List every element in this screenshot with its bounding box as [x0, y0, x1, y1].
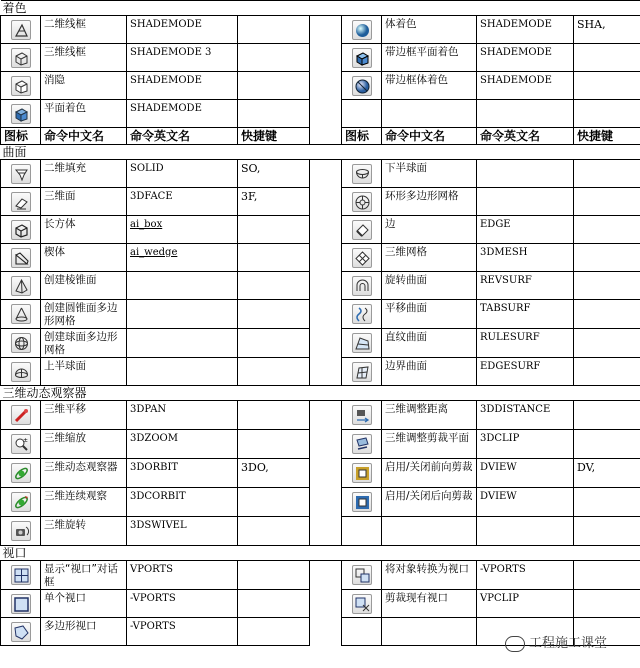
wechat-icon	[505, 636, 525, 652]
column-separator	[310, 188, 342, 216]
table-row	[1, 44, 640, 72]
single-viewport-icon	[11, 594, 31, 614]
table-row	[1, 72, 640, 100]
column-separator	[310, 401, 342, 430]
left-icon-cell	[1, 561, 41, 590]
left-command-en: SHADEMODE	[127, 16, 238, 44]
left-shortcut	[238, 216, 310, 244]
left-command-cn: 三维面	[41, 188, 127, 216]
right-shortcut	[574, 561, 640, 590]
right-shortcut	[574, 329, 640, 358]
3dzoom-icon	[11, 434, 31, 454]
right-shortcut	[574, 44, 640, 72]
left-command-cn: 楔体	[41, 244, 127, 272]
rulesurf-icon	[352, 333, 372, 353]
left-command-en: ai_wedge	[127, 244, 238, 272]
left-shortcut	[238, 16, 310, 44]
left-shortcut	[238, 430, 310, 459]
right-command-en: SHADEMODE	[477, 16, 574, 44]
section-title: 曲面	[1, 145, 640, 160]
left-shortcut	[238, 618, 310, 646]
hidden-cube-icon	[11, 76, 31, 96]
right-icon-cell	[342, 430, 382, 459]
right-icon-cell	[342, 401, 382, 430]
right-shortcut: DV,	[574, 459, 640, 488]
left-shortcut	[238, 272, 310, 300]
left-header-command-en: 命令英文名	[127, 128, 238, 145]
left-command-en: 3DSWIVEL	[127, 517, 238, 546]
section-title-row	[1, 145, 640, 160]
left-icon-cell	[1, 72, 41, 100]
left-command-en: SHADEMODE 3	[127, 44, 238, 72]
left-icon-cell	[1, 188, 41, 216]
right-command-cn	[382, 618, 477, 646]
gouraud-edges-sphere-icon	[352, 76, 372, 96]
left-command-cn: 二维填充	[41, 160, 127, 188]
left-shortcut	[238, 517, 310, 546]
left-command-cn: 长方体	[41, 216, 127, 244]
left-shortcut	[238, 358, 310, 386]
left-command-cn: 二维线框	[41, 16, 127, 44]
left-command-cn: 创建球面多边形网格	[41, 329, 127, 358]
left-icon-cell	[1, 216, 41, 244]
right-icon-cell	[342, 244, 382, 272]
column-separator	[310, 329, 342, 358]
left-icon-cell	[1, 488, 41, 517]
left-icon-cell	[1, 459, 41, 488]
column-separator	[310, 216, 342, 244]
column-separator	[310, 358, 342, 386]
right-icon-cell	[342, 100, 382, 128]
left-shortcut	[238, 561, 310, 590]
right-icon-cell	[342, 72, 382, 100]
right-icon-cell	[342, 188, 382, 216]
right-shortcut	[574, 488, 640, 517]
right-command-cn: 环形多边形网格	[382, 188, 477, 216]
column-separator	[310, 561, 342, 590]
left-command-cn: 三维旋转	[41, 517, 127, 546]
right-command-en	[477, 188, 574, 216]
right-command-en: 3DDISTANCE	[477, 401, 574, 430]
right-command-cn: 平移曲面	[382, 300, 477, 329]
right-command-en: 3DCLIP	[477, 430, 574, 459]
left-command-cn: 三维平移	[41, 401, 127, 430]
right-command-en: SHADEMODE	[477, 44, 574, 72]
left-icon-cell	[1, 100, 41, 128]
section-title: 三维动态观察器	[1, 386, 640, 401]
right-header-icon: 图标	[342, 128, 382, 145]
right-shortcut	[574, 100, 640, 128]
left-command-en	[127, 272, 238, 300]
right-icon-cell	[342, 44, 382, 72]
left-icon-cell	[1, 44, 41, 72]
left-command-en	[127, 358, 238, 386]
table-row	[1, 244, 640, 272]
section-title-row	[1, 1, 640, 16]
right-command-cn: 启用/关闭前向剪裁	[382, 459, 477, 488]
3dorbit-icon	[11, 463, 31, 483]
table-row	[1, 488, 640, 517]
front-clip-icon	[352, 463, 372, 483]
left-command-en: -VPORTS	[127, 590, 238, 618]
right-shortcut	[574, 430, 640, 459]
right-icon-cell	[342, 517, 382, 546]
column-separator	[310, 100, 342, 128]
3ddistance-icon	[352, 405, 372, 425]
right-icon-cell	[342, 329, 382, 358]
left-command-cn: 多边形视口	[41, 618, 127, 646]
right-shortcut	[574, 160, 640, 188]
column-separator	[310, 459, 342, 488]
table-row	[1, 188, 640, 216]
right-command-cn: 将对象转换为视口	[382, 561, 477, 590]
right-command-en: SHADEMODE	[477, 72, 574, 100]
column-separator	[310, 72, 342, 100]
right-command-cn: 剪裁现有视口	[382, 590, 477, 618]
right-shortcut	[574, 244, 640, 272]
left-icon-cell	[1, 160, 41, 188]
table-row	[1, 329, 640, 358]
right-command-en: EDGESURF	[477, 358, 574, 386]
left-shortcut	[238, 300, 310, 329]
right-shortcut	[574, 590, 640, 618]
3dmesh-icon	[352, 248, 372, 268]
right-header-shortcut: 快捷键	[574, 128, 640, 145]
table-row	[1, 160, 640, 188]
table-row	[1, 272, 640, 300]
svg-text:±: ±	[22, 437, 28, 445]
right-command-cn: 边界曲面	[382, 358, 477, 386]
right-command-en: 3DMESH	[477, 244, 574, 272]
right-shortcut	[574, 272, 640, 300]
left-icon-cell	[1, 618, 41, 646]
right-icon-cell	[342, 561, 382, 590]
right-header-command-cn: 命令中文名	[382, 128, 477, 145]
left-shortcut	[238, 100, 310, 128]
right-command-cn: 三维调整剪裁平面	[382, 430, 477, 459]
right-command-cn: 带边框体着色	[382, 72, 477, 100]
section-title: 着色	[1, 1, 640, 16]
left-icon-cell	[1, 517, 41, 546]
clip-viewport-icon	[352, 594, 372, 614]
3dface-icon	[11, 192, 31, 212]
3dpan-icon	[11, 405, 31, 425]
left-shortcut	[238, 244, 310, 272]
right-icon-cell	[342, 160, 382, 188]
torus-mesh-icon	[352, 192, 372, 212]
right-command-cn: 旋转曲面	[382, 272, 477, 300]
left-icon-cell	[1, 244, 41, 272]
table-row	[1, 430, 640, 459]
left-shortcut	[238, 590, 310, 618]
left-shortcut	[238, 329, 310, 358]
right-icon-cell	[342, 16, 382, 44]
right-shortcut	[574, 358, 640, 386]
left-icon-cell	[1, 590, 41, 618]
left-shortcut	[238, 401, 310, 430]
edge-icon	[352, 220, 372, 240]
wireframe-3d-icon	[11, 48, 31, 68]
flat-edges-cube-icon	[352, 48, 372, 68]
table-row	[1, 590, 640, 618]
table-row	[1, 517, 640, 546]
column-separator	[310, 128, 342, 145]
right-command-cn: 下半球面	[382, 160, 477, 188]
right-command-cn	[382, 100, 477, 128]
sphere-mesh-icon	[11, 333, 31, 353]
right-command-cn	[382, 517, 477, 546]
left-shortcut: 3DO,	[238, 459, 310, 488]
left-command-cn: 三维线框	[41, 44, 127, 72]
left-shortcut	[238, 44, 310, 72]
right-command-en: DVIEW	[477, 459, 574, 488]
right-command-cn: 边	[382, 216, 477, 244]
upper-dome-icon	[11, 362, 31, 382]
left-shortcut	[238, 72, 310, 100]
left-header-shortcut: 快捷键	[238, 128, 310, 145]
table-row	[1, 300, 640, 329]
left-command-en: ai_box	[127, 216, 238, 244]
column-separator	[310, 44, 342, 72]
left-shortcut: SO,	[238, 160, 310, 188]
right-command-en: RULESURF	[477, 329, 574, 358]
column-separator	[310, 16, 342, 44]
right-command-en: EDGE	[477, 216, 574, 244]
right-shortcut	[574, 300, 640, 329]
left-command-en: 3DZOOM	[127, 430, 238, 459]
3dclip-icon	[352, 434, 372, 454]
left-command-cn: 单个视口	[41, 590, 127, 618]
left-command-en: SHADEMODE	[127, 72, 238, 100]
column-separator	[310, 488, 342, 517]
left-command-en: SHADEMODE	[127, 100, 238, 128]
section-title-row	[1, 386, 640, 401]
left-command-cn: 平面着色	[41, 100, 127, 128]
3dswivel-icon	[11, 521, 31, 541]
polygonal-viewport-icon	[11, 622, 31, 642]
left-header-icon: 图标	[1, 128, 41, 145]
column-separator	[310, 244, 342, 272]
column-separator	[310, 300, 342, 329]
3dcorbit-icon	[11, 492, 31, 512]
right-icon-cell	[342, 488, 382, 517]
table-row	[1, 459, 640, 488]
tabsurf-icon	[352, 304, 372, 324]
left-command-en: 3DCORBIT	[127, 488, 238, 517]
shaded-sphere-icon	[352, 20, 372, 40]
left-icon-cell	[1, 358, 41, 386]
right-icon-cell	[342, 590, 382, 618]
left-shortcut: 3F,	[238, 188, 310, 216]
left-icon-cell	[1, 300, 41, 329]
left-header-command-cn: 命令中文名	[41, 128, 127, 145]
column-separator	[310, 517, 342, 546]
column-separator	[310, 430, 342, 459]
left-command-cn: 上半球面	[41, 358, 127, 386]
right-shortcut	[574, 216, 640, 244]
left-icon-cell	[1, 16, 41, 44]
right-command-en	[477, 100, 574, 128]
column-separator	[310, 160, 342, 188]
table-row	[1, 16, 640, 44]
left-command-en: VPORTS	[127, 561, 238, 590]
right-icon-cell	[342, 358, 382, 386]
right-command-en	[477, 517, 574, 546]
left-command-en: -VPORTS	[127, 618, 238, 646]
right-command-en: -VPORTS	[477, 561, 574, 590]
left-command-en	[127, 329, 238, 358]
watermark-text: 工程施工课堂	[529, 636, 608, 651]
left-command-cn: 消隐	[41, 72, 127, 100]
right-command-cn: 体着色	[382, 16, 477, 44]
right-command-cn: 带边框平面着色	[382, 44, 477, 72]
right-icon-cell	[342, 459, 382, 488]
right-shortcut	[574, 401, 640, 430]
revsurf-icon	[352, 276, 372, 296]
right-shortcut	[574, 188, 640, 216]
table-row	[1, 358, 640, 386]
left-icon-cell	[1, 329, 41, 358]
right-shortcut	[574, 72, 640, 100]
left-command-en: 3DORBIT	[127, 459, 238, 488]
column-header-row	[1, 128, 640, 145]
left-shortcut	[238, 488, 310, 517]
edgesurf-icon	[352, 362, 372, 382]
back-clip-icon	[352, 492, 372, 512]
right-icon-cell	[342, 618, 382, 646]
right-command-en: VPCLIP	[477, 590, 574, 618]
wedge-icon	[11, 248, 31, 268]
table-row	[1, 100, 640, 128]
right-command-en	[477, 160, 574, 188]
pyramid-icon	[11, 276, 31, 296]
left-command-en	[127, 300, 238, 329]
left-command-cn: 创建圆锥面多边形网格	[41, 300, 127, 329]
right-command-cn: 三维调整距离	[382, 401, 477, 430]
table-row	[1, 561, 640, 590]
right-header-command-en: 命令英文名	[477, 128, 574, 145]
right-command-cn: 三维网格	[382, 244, 477, 272]
right-icon-cell	[342, 300, 382, 329]
left-command-cn: 创建棱锥面	[41, 272, 127, 300]
left-command-en: 3DFACE	[127, 188, 238, 216]
box-icon	[11, 220, 31, 240]
section-title-row	[1, 546, 640, 561]
column-separator	[310, 618, 342, 646]
column-separator	[310, 590, 342, 618]
flat-shaded-cube-icon	[11, 104, 31, 124]
left-icon-cell	[1, 272, 41, 300]
left-command-en: SOLID	[127, 160, 238, 188]
lower-dome-icon	[352, 164, 372, 184]
section-title: 视口	[1, 546, 640, 561]
cone-icon	[11, 304, 31, 324]
left-icon-cell	[1, 401, 41, 430]
left-icon-cell	[1, 430, 41, 459]
right-command-en: REVSURF	[477, 272, 574, 300]
left-command-cn: 三维缩放	[41, 430, 127, 459]
table-row	[1, 216, 640, 244]
column-separator	[310, 272, 342, 300]
convert-object-icon	[352, 565, 372, 585]
right-command-cn: 直纹曲面	[382, 329, 477, 358]
solid-fill-icon	[11, 164, 31, 184]
right-command-en: TABSURF	[477, 300, 574, 329]
right-shortcut	[574, 517, 640, 546]
right-command-cn: 启用/关闭后向剪裁	[382, 488, 477, 517]
table-row	[1, 401, 640, 430]
right-icon-cell	[342, 272, 382, 300]
right-command-en: DVIEW	[477, 488, 574, 517]
wireframe-2d-icon	[11, 20, 31, 40]
left-command-cn: 三维连续观察	[41, 488, 127, 517]
viewports-dialog-icon	[11, 565, 31, 585]
left-command-en: 3DPAN	[127, 401, 238, 430]
left-command-cn: 显示“视口”对话框	[41, 561, 127, 590]
left-command-cn: 三维动态观察器	[41, 459, 127, 488]
right-shortcut: SHA,	[574, 16, 640, 44]
right-icon-cell	[342, 216, 382, 244]
watermark	[505, 632, 607, 652]
